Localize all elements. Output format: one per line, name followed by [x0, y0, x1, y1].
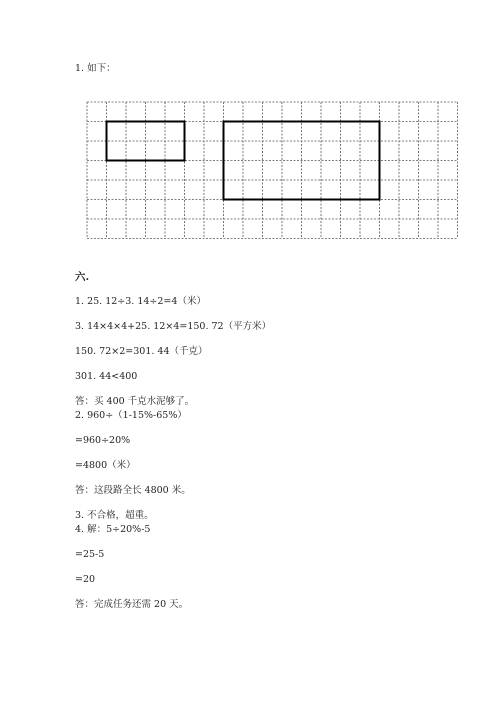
intro-line: 1. 如下： — [75, 63, 116, 74]
answer-line: 答：完成任务还需 20 天。 — [75, 599, 189, 610]
answer-line: 答：这段路全长 4800 米。 — [75, 485, 191, 496]
answer-line: =960÷20% — [75, 435, 131, 446]
grid-figure — [86, 101, 460, 241]
answer-line: 答：买 400 千克水泥够了。 — [75, 396, 195, 407]
answer-line: 301. 44<400 — [75, 371, 138, 382]
answer-line: =20 — [75, 574, 96, 585]
answer-line: 1. 25. 12÷3. 14÷2=4（米） — [75, 296, 206, 307]
section-heading: 六. — [75, 271, 90, 283]
answer-line: 3. 不合格，超重。 — [75, 510, 154, 521]
answer-line: =4800（米） — [75, 460, 136, 471]
answer-line: 3. 14×4×4+25. 12×4=150. 72（平方米） — [75, 321, 272, 332]
answer-line: 2. 960÷（1-15%-65%） — [75, 410, 187, 421]
answer-line: 4. 解：5÷20%-5 — [75, 524, 151, 535]
answer-line: =25-5 — [75, 549, 105, 560]
answer-line: 150. 72×2=301. 44（千克） — [75, 346, 208, 357]
